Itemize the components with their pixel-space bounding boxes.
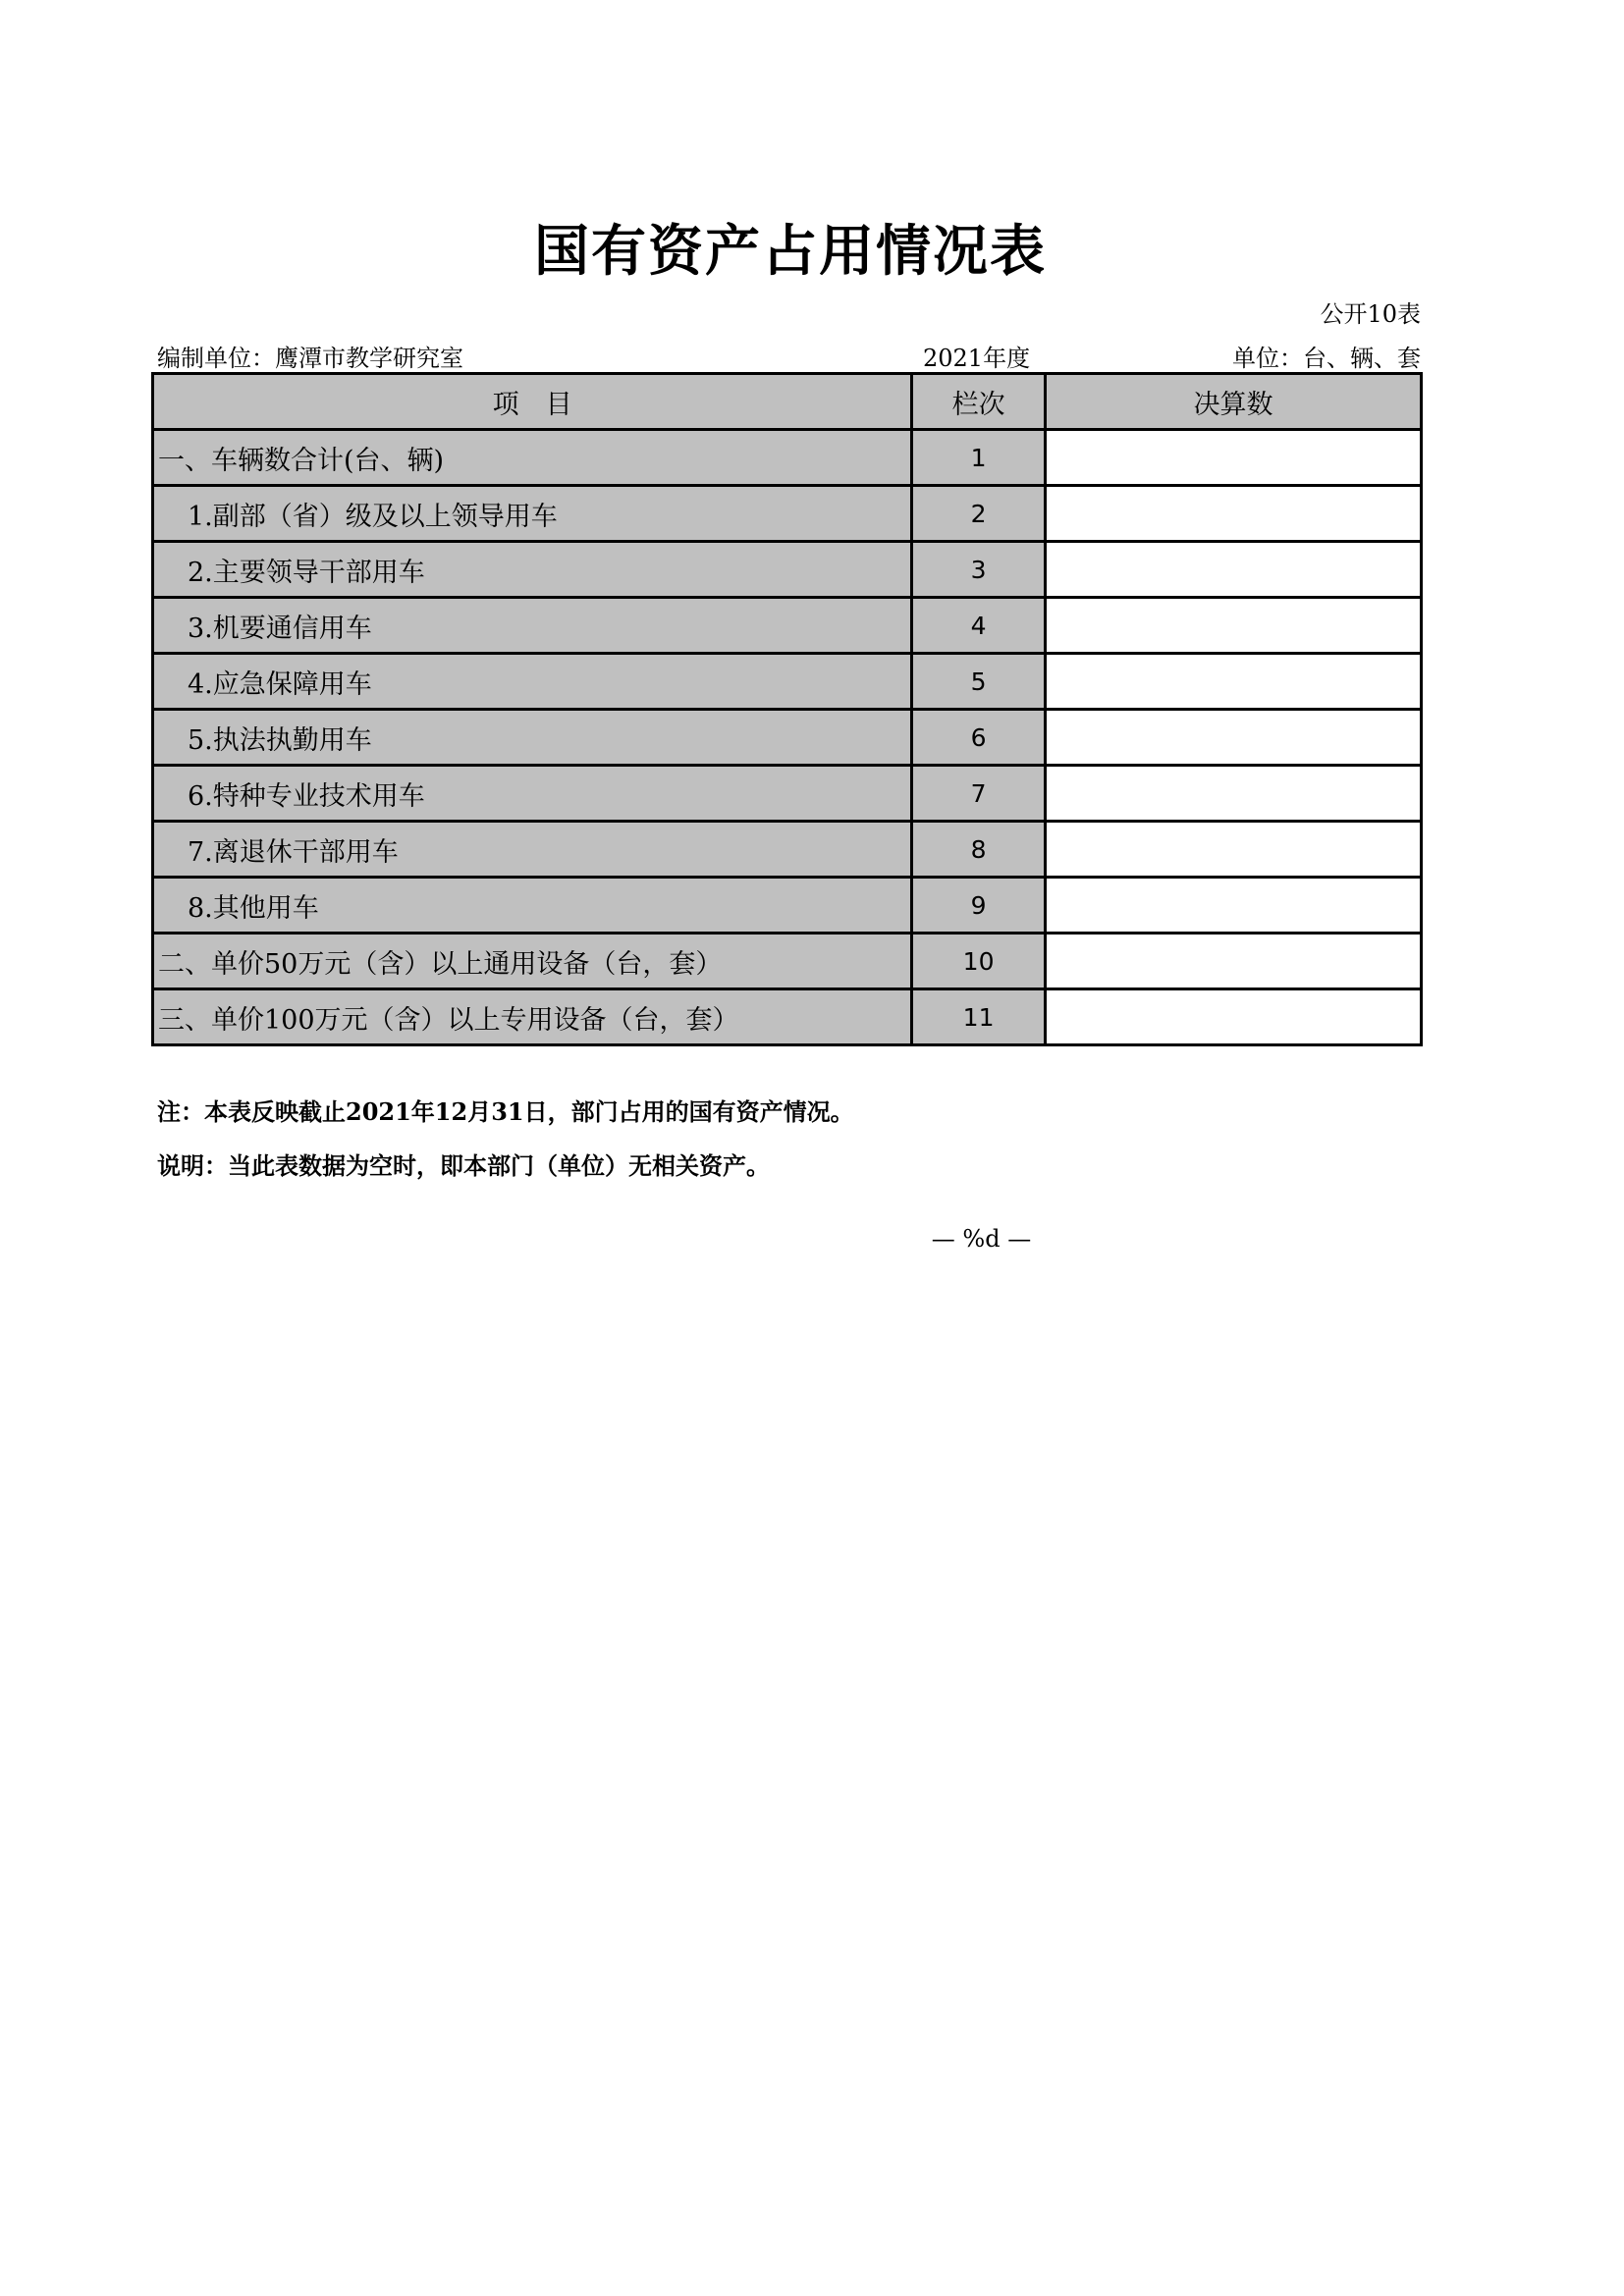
- row-item: 3.机要通信用车: [153, 598, 912, 654]
- row-column-no: 2: [912, 486, 1046, 542]
- table-row: [153, 822, 1422, 878]
- table-header-row: [153, 374, 1422, 430]
- row-column-no: 3: [912, 542, 1046, 598]
- row-column-no: 1: [912, 430, 1046, 486]
- row-amount: [1045, 654, 1421, 710]
- row-item: 1.副部（省）级及以上领导用车: [153, 486, 912, 542]
- row-column-no: 4: [912, 598, 1046, 654]
- row-item: 6.特种专业技术用车: [153, 766, 912, 822]
- header-amount: 决算数: [1045, 374, 1421, 430]
- row-amount: [1045, 542, 1421, 598]
- row-column-no: 6: [912, 710, 1046, 766]
- row-column-no: 7: [912, 766, 1046, 822]
- row-item: 4.应急保障用车: [153, 654, 912, 710]
- row-column-no: 9: [912, 878, 1046, 934]
- table-row: [153, 710, 1422, 766]
- prepared-by-unit: 编制单位：鹰潭市教学研究室: [157, 345, 463, 372]
- table-row: [153, 486, 1422, 542]
- table-row: [153, 934, 1422, 989]
- header-column-no: 栏次: [912, 374, 1046, 430]
- row-amount: [1045, 598, 1421, 654]
- row-item: 5.执法执勤用车: [153, 710, 912, 766]
- fiscal-year: 2021年度: [923, 345, 1031, 372]
- table-row: [153, 654, 1422, 710]
- row-column-no: 11: [912, 989, 1046, 1045]
- row-amount: [1045, 486, 1421, 542]
- note-text: 注：本表反映截止2021年12月31日，部门占用的国有资产情况。: [157, 1097, 854, 1126]
- row-column-no: 10: [912, 934, 1046, 989]
- row-item: 7.离退休干部用车: [153, 822, 912, 878]
- row-amount: [1045, 430, 1421, 486]
- table-row: [153, 878, 1422, 934]
- form-code: 公开10表: [1320, 300, 1421, 328]
- row-amount: [1045, 766, 1421, 822]
- unit-of-measure: 单位：台、辆、套: [1232, 345, 1421, 372]
- page-number: — %d —: [931, 1225, 1032, 1253]
- table-row: [153, 766, 1422, 822]
- row-item: 二、单价50万元（含）以上通用设备（台，套）: [153, 934, 912, 989]
- meta-row: [157, 339, 1421, 372]
- row-amount: [1045, 822, 1421, 878]
- page-title: 国有资产占用情况表: [534, 219, 1047, 284]
- table-row: [153, 598, 1422, 654]
- table-row: [153, 430, 1422, 486]
- row-amount: [1045, 710, 1421, 766]
- row-amount: [1045, 989, 1421, 1045]
- explanation-text: 说明：当此表数据为空时，即本部门（单位）无相关资产。: [157, 1151, 770, 1180]
- row-amount: [1045, 934, 1421, 989]
- header-item: 项 目: [153, 374, 912, 430]
- row-column-no: 8: [912, 822, 1046, 878]
- table-row: [153, 542, 1422, 598]
- row-amount: [1045, 878, 1421, 934]
- row-item: 三、单价100万元（含）以上专用设备（台，套）: [153, 989, 912, 1045]
- row-item: 2.主要领导干部用车: [153, 542, 912, 598]
- asset-table: [151, 372, 1423, 1046]
- table-row: [153, 989, 1422, 1045]
- row-item: 一、车辆数合计(台、辆): [153, 430, 912, 486]
- row-column-no: 5: [912, 654, 1046, 710]
- row-item: 8.其他用车: [153, 878, 912, 934]
